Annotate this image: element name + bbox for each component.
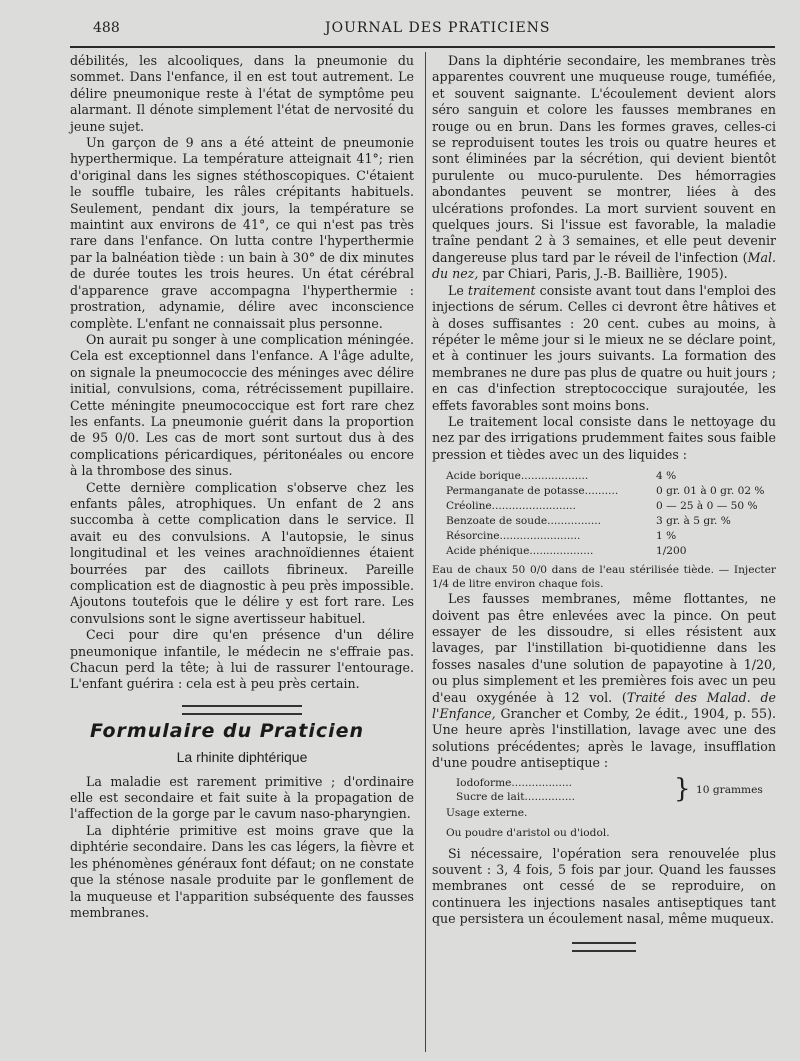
text-run: Les fausses membranes, même flottantes, ne doivent pas être enlevées avec la pince. On peut essayer de les dissoudre, si elles résistent aux lavages, par l'instillation bi-quotidienne dans les fosses nasales d'une solution de papayotine à 1/20, ou plus simplement et les premières fois avec un peu d'eau oxygénée à 12 vol. ( [432,591,776,705]
page-number: 488 [93,20,120,36]
alternative-powder: Ou poudre d'aristol ou d'iodol. [446,826,610,839]
ingredient: Acide phénique................... [446,545,594,558]
dose: 0 — 25 à 0 — 50 % [656,500,758,513]
brace-symbol: } [674,773,691,804]
column-divider [425,52,426,1052]
paragraph: Si nécessaire, l'opération sera renouvelée plus souvent : 3, 4 fois, 5 fois par jour. Quand les fausses membranes ont cessé de se reproduire, on continuera les injections nasales antiseptiques tant que persistera un écoulement nasal, même muqueux. [432,845,776,927]
text-run: Le [448,282,468,298]
section-title: Formulaire du Praticien [90,719,365,742]
dose: 1/200 [656,545,687,558]
article-subtitle: La rhinite diphtérique [176,749,308,766]
dose: 1 % [656,530,677,543]
prescription-list [446,469,776,559]
powder-formula [456,773,776,804]
ingredient: Permanganate de potasse.......... [446,485,619,498]
citation-title: Mal. du nez, [432,249,776,282]
usage-note: Usage externe. [446,806,528,819]
left-column [70,53,414,921]
paragraph: débilités, les alcooliques, dans la pneumonie du sommet. Dans l'enfance, il en est tout autrement. Le délire pneumonique reste à l'état de symptôme peu alarmant. Il dénote simplement l'état de nervosité du jeune sujet. [70,53,414,134]
prescription-row [446,469,776,484]
dose: 4 % [656,470,677,483]
dose: 0 gr. 01 à 0 gr. 02 % [656,485,765,498]
paragraph [432,591,776,771]
journal-title: JOURNAL DES PRATICIENS [325,20,551,36]
end-ornament [572,942,636,952]
prescription-row [446,514,776,529]
paragraph: On aurait pu songer à une complication méningée. Cela est exceptionnel dans l'enfance. A l'âge adulte, on signale la pneumococcie des méninges avec délire initial, convulsions, coma, rétrécissement pupillaire. Cette méningite pneumococcique est fort rare chez les enfants. La pneumonie guérit dans la proportion de 95 0/0. Les cas de mort sont surtout dus à des complications péricardiques, péritonéales ou encore à la thrombose des sinus. [70,331,414,479]
powder-ingredient: Iodoforme.................. [456,776,573,789]
text-run: consiste avant tout dans l'emploi des injections de sérum. Celles ci devront être hâtives et à doses suffisantes : 20 cent. cubes au moins, à répéter le même jour si le mieux ne se déclare point, et à continuer les jours suivants. La formation des membranes ne dure pas plus de quatre ou huit jours ; en cas d'infection streptococcique surajoutée, les effets favorables sont moins bons. [432,282,776,413]
dose: 3 gr. à 5 gr. % [656,515,731,528]
right-column [432,53,776,952]
text-run: Dans la diphtérie secondaire, les membranes très apparentes couvrent une muqueuse rouge, tuméfiée, et souvent saignante. L'écoulement devient alors séro sanguin et colore les fausses membranes en rouge ou en brun. Dans les formes graves, celles-ci se reproduisent toutes les trois ou quatre heures et sont éliminées par la sécrétion, qui devient bientôt purulente ou muco-purulente. Des hémorragies abondantes peuvent se montrer, liées à des ulcérations profondes. La mort survient souvent en quelques jours. Si l'issue est favorable, la maladie traîne pendant 2 à 3 semaines, et elle peut devenir dangereuse plus tard par le réveil de l'infection ( [432,53,776,265]
prescription-row [446,484,776,499]
prescription-note: Eau de chaux 50 0/0 dans de l'eau stérilisée tiède. — Injecter 1/4 de litre environ chaque fois. [432,564,776,591]
section-ornament [182,705,302,715]
paragraph: Un garçon de 9 ans a été atteint de pneumonie hyperthermique. La température atteignait 41°; rien d'original dans les signes stéthoscopiques. C'étaient le souffle tubaire, les râles crépitants habituels. Seulement, pendant dix jours, la température se maintint aux environs de 41°, ce qui n'est pas très rare dans l'enfance. On lutta contre l'hyperthermie par la balnéation tiède : un bain à 30° de dix minutes de durée toutes les trois heures. Un état cérébral d'apparence grave accompagna l'hyperthermie : prostration, adynamie, délire avec inconscience complète. L'enfant ne connaissait plus personne. [70,135,414,331]
ingredient: Benzoate de soude................ [446,515,602,528]
ingredient: Acide borique.................... [446,470,589,483]
text-run: Grancher et Comby, 2e édit., 1904, p. 55). Une heure après l'instillation, lavage avec une des solutions précédentes; après le lavage, insufflation d'une poudre antiseptique : [432,706,776,771]
prescription-row [446,499,776,514]
paragraph: La diphtérie primitive est moins grave que la diphtérie secondaire. Dans les cas légers, la fièvre et les phénomènes généraux font défaut; on ne constate que la sténose nasale produite par le gonflement de la muqueuse et l'apparition subséquente des fausses membranes. [70,822,414,920]
powder-ingredient: Sucre de lait............... [456,790,575,803]
paragraph [432,283,776,414]
text-run: par Chiari, Paris, J.-B. Baillière, 1905). [478,266,728,282]
paragraph [432,53,776,283]
paragraph: La maladie est rarement primitive ; d'ordinaire elle est secondaire et fait suite à la propagation de l'affection de la gorge par le cavum naso-pharyngien. [70,773,414,822]
powder-quantity: 10 grammes [696,783,763,796]
paragraph: Cette dernière complication s'observe chez les enfants pâles, atrophiques. Un enfant de 2 ans succomba à cette complication dans le service. Il avait eu des convulsions. A l'autopsie, le sinus longitudinal et les veines arachnoïdiennes étaient bourrées par des caillots fibrineux. Pareille complication est de diagnostic à peu près impossible. Ajoutons toutefois que le délire y est fort rare. Les convulsions sont le signe avertisseur habituel. [70,479,414,626]
prescription-row [446,544,776,559]
emphasis: traitement [467,282,536,298]
header-rule [70,46,775,48]
paragraph: Ceci pour dire qu'en présence d'un délire pneumonique infantile, le médecin ne s'effraie pas. Chacun perd la tête; à lui de rassurer l'entourage. L'enfant guérira : cela est à peu près certain. [70,627,414,692]
paragraph: Le traitement local consiste dans le nettoyage du nez par des irrigations prudemment faites sous faible pression et tièdes avec un des liquides : [432,413,776,462]
ingredient: Résorcine........................ [446,530,581,543]
page-header [0,0,800,44]
citation-title: Traité des Malad. de l'Enfance, [432,689,776,721]
prescription-row [446,529,776,544]
ingredient: Créoline......................... [446,500,576,513]
